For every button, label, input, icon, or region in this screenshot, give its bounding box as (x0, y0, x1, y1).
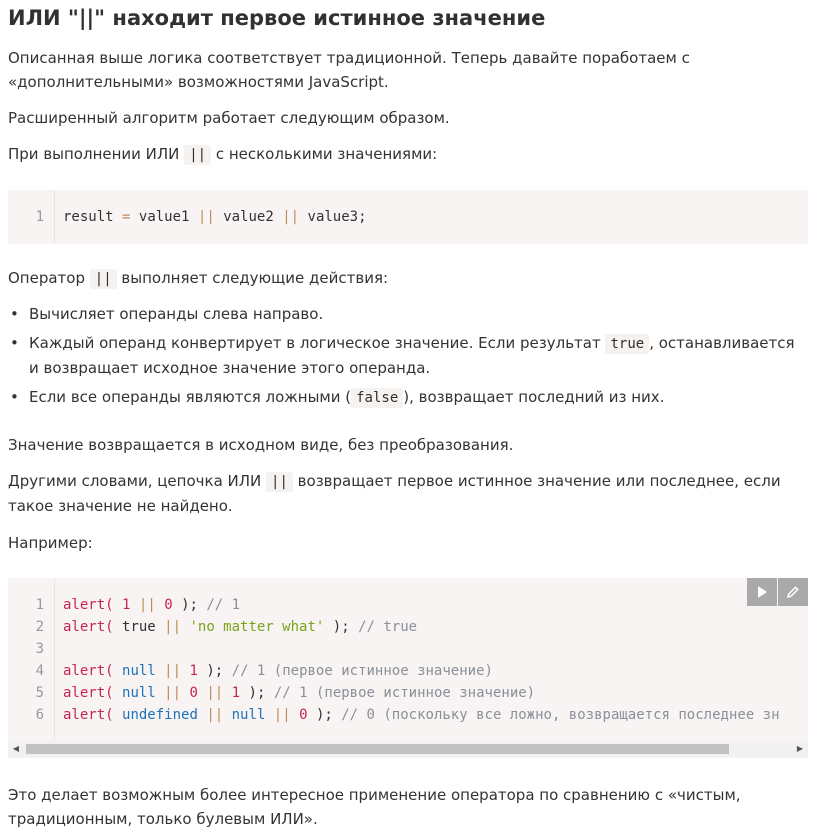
line-number: 4 (35, 663, 44, 679)
code-token: || (164, 619, 182, 635)
code-line (63, 206, 367, 228)
text: с несколькими значениями: (215, 145, 438, 163)
code-comment: // 1 (первое истинное значение) (231, 663, 493, 679)
code-token: true (122, 619, 156, 635)
code-token: alert( (63, 707, 114, 723)
line-number: 1 (35, 209, 44, 225)
bullet-list (8, 302, 808, 415)
code-toolbar (747, 578, 808, 606)
code-line (63, 616, 417, 638)
code-token: 0 (299, 707, 308, 723)
paragraph-example: Например: (8, 534, 93, 552)
code-token: || (282, 209, 300, 225)
code-token: value2 (223, 209, 274, 225)
scrollbar-thumb[interactable] (26, 744, 729, 754)
code-token: || (164, 663, 182, 679)
inline-code-or: || (266, 472, 293, 492)
code-token: alert( (63, 597, 114, 613)
line-number-gutter (8, 190, 55, 244)
paragraph-algorithm: Расширенный алгоритм работает следующим образом. (8, 109, 450, 127)
code-line (63, 682, 535, 704)
list-item (8, 385, 808, 410)
code-token: value3; (307, 209, 367, 225)
code-token: || (273, 707, 291, 723)
code-token: 1 (231, 685, 241, 701)
run-button[interactable] (747, 578, 777, 606)
pencil-icon (786, 585, 800, 599)
code-token: undefined (122, 707, 198, 723)
code-block-result (8, 190, 808, 244)
code-token: 1 (122, 597, 131, 613)
code-token: || (206, 707, 224, 723)
code-token: ); (181, 597, 198, 613)
code-comment: // true (358, 619, 418, 635)
line-number-gutter (8, 578, 55, 758)
text: , останавливается и возвращает исходное значение этого операнда. (29, 334, 795, 377)
code-horizontal-scrollbar[interactable] (8, 741, 808, 757)
text: ), возвращает последний из них. (403, 388, 665, 406)
text: Оператор (8, 269, 85, 287)
paragraph-intro: Описанная выше логика соответствует традиционной. Теперь давайте поработаем с «дополнительными» возможностями JavaScript. (8, 49, 690, 91)
code-token: 1 (189, 663, 198, 679)
play-icon (755, 585, 769, 599)
text: возвращает первое истинное значение или последнее, если такое значение не найдено. (8, 472, 781, 515)
paragraph-operator-actions (8, 266, 808, 291)
line-number: 1 (35, 597, 44, 613)
bullet-symbol: • (10, 334, 19, 352)
paragraph-multi-values (8, 142, 808, 167)
code-token: null (122, 663, 156, 679)
code-token: ); (332, 619, 350, 635)
text: Другими словами, цепочка ИЛИ (8, 472, 262, 490)
paragraph-other-words (8, 469, 808, 518)
code-comment: // 0 (поскольку все ложно, возвращается последнее зн (341, 707, 780, 723)
scroll-right-icon[interactable]: ▶ (796, 744, 804, 753)
code-comment: // 1 (206, 597, 241, 613)
line-number: 6 (35, 707, 44, 723)
code-line (63, 594, 240, 616)
code-token: || (138, 597, 156, 613)
text: выполняет следующие действия: (121, 269, 389, 287)
code-token: 0 (164, 597, 173, 613)
code-token: 'no matter what' (189, 619, 325, 635)
text: При выполнении ИЛИ (8, 145, 180, 163)
code-token: value1 (138, 209, 190, 225)
line-number: 3 (35, 641, 44, 657)
inline-code-or: || (184, 145, 211, 165)
list-item (8, 331, 808, 380)
line-number: 2 (35, 619, 44, 635)
code-token: || (206, 685, 224, 701)
code-token: = (122, 209, 131, 225)
text: Если все операнды являются ложными ( (29, 388, 352, 406)
code-token: null (231, 707, 266, 723)
code-token: 0 (189, 685, 198, 701)
section-heading: ИЛИ "||" находит первое истинное значение (8, 6, 546, 30)
code-block-examples (8, 578, 808, 758)
inline-code-false: false (351, 388, 403, 408)
text: Каждый операнд конвертирует в логическое значение. Если результат (29, 334, 601, 352)
code-token: || (197, 209, 215, 225)
scroll-left-icon[interactable]: ◀ (12, 744, 20, 753)
line-number: 5 (35, 685, 44, 701)
code-token: null (122, 685, 156, 701)
code-token: alert( (63, 663, 114, 679)
code-token: alert( (63, 685, 114, 701)
text: Вычисляет операнды слева направо. (29, 305, 324, 323)
bullet-symbol: • (10, 388, 19, 406)
code-line (63, 704, 780, 726)
code-comment: // 1 (первое истинное значение) (273, 685, 536, 701)
inline-code-or: || (90, 269, 117, 289)
code-token: ); (206, 663, 224, 679)
code-token: ); (315, 707, 333, 723)
inline-code-true: true (605, 334, 649, 354)
code-token: alert( (63, 619, 114, 635)
paragraph-conclusion: Это делает возможным более интересное применение оператора по сравнению с «чистым, традиционным, только булевым ИЛИ». (8, 786, 741, 828)
list-item (8, 302, 808, 326)
code-token: ); (248, 685, 266, 701)
code-token: result (63, 209, 114, 225)
bullet-symbol: • (10, 305, 19, 323)
edit-button[interactable] (778, 578, 808, 606)
code-line (63, 660, 493, 682)
code-token: || (164, 685, 182, 701)
paragraph-returned-value: Значение возвращается в исходном виде, без преобразования. (8, 436, 514, 454)
